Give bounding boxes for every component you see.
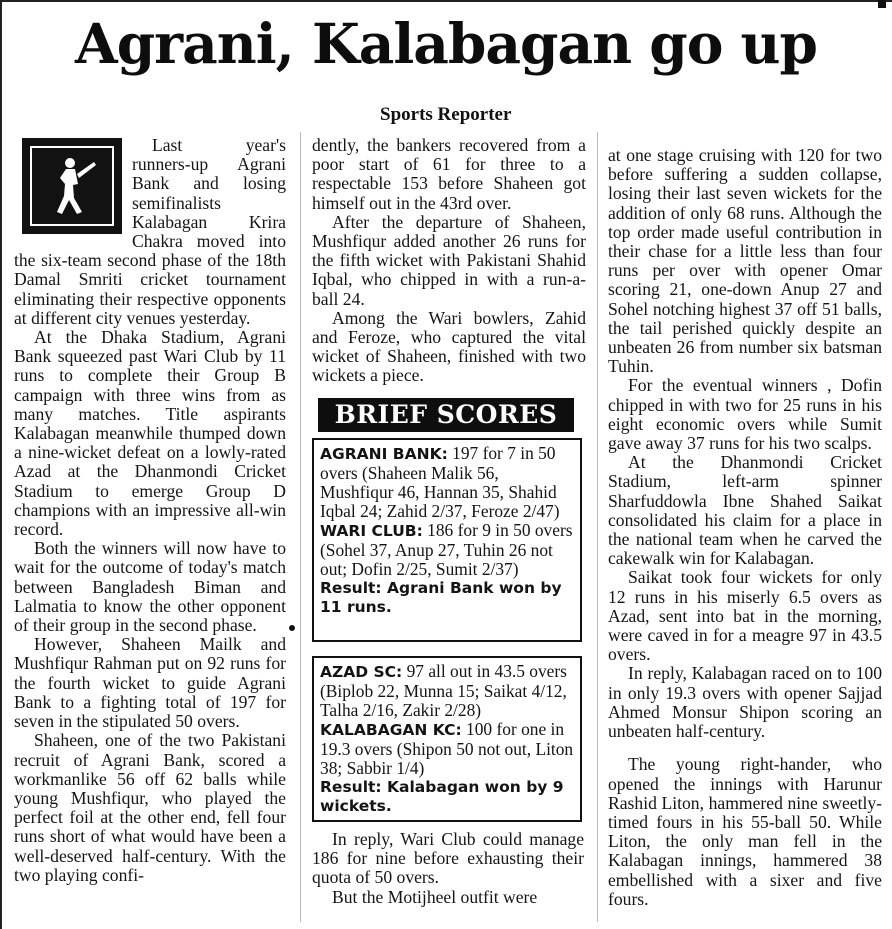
top-border <box>0 0 892 2</box>
batsman-silhouette <box>44 154 100 218</box>
match-result: Result: Kalabagan won by 9 wickets. <box>320 778 564 815</box>
team-name: AGRANI BANK: <box>320 445 448 463</box>
score-entry <box>320 662 574 720</box>
column-3 <box>608 146 882 909</box>
left-border <box>0 0 2 929</box>
paragraph: Shaheen, one of the two Pakistani recruit of Agrani Bank, scored a workmanlike 56 off 62 balls while young Mushfiqur, who played the perfect foil at the other end, fell four runs short of what would have been a well-deserved half-century. With the two playing confi- <box>14 730 286 885</box>
paragraph: Saikat took four wickets for only 12 runs in his miserly 6.5 overs as Azad, sent into bat in the morning, were caved in for a meagre 97 in 43.5 overs. <box>608 567 882 665</box>
brief-scores-heading: BRIEF SCORES <box>318 398 574 432</box>
column-1 <box>14 136 286 885</box>
paragraph: In reply, Kalabagan raced on to 100 in only 19.3 overs with opener Sajjad Ahmed Monsur Shipon scoring an unbeaten half-century. <box>608 663 882 742</box>
paragraph: at one stage cruising with 120 for two before suffering a sudden collapse, losing their last seven wickets for the addition of only 68 runs. Although the top order made useful contribution in their chase for a little less than four runs per over with opener Omar scoring 21, one-down Anup 27 and Sohel notching highest 37 off 51 balls, the tail perished quickly despite an unbeaten 26 from number six batsman Tuhin. <box>608 145 882 377</box>
match-result: Result: Agrani Bank won by 11 runs. <box>320 579 562 616</box>
score-details: 97 all out in 43.5 overs (Biplob 22, Munna 15; Saikat 4/12, Talha 2/16, Zakir 2/28) <box>320 661 567 720</box>
score-entry <box>320 521 574 579</box>
bullet-dot <box>289 625 295 631</box>
team-name: KALABAGAN KC: <box>320 721 462 739</box>
cricket-batsman-icon <box>22 138 122 234</box>
paragraph: dently, the bankers recovered from a poor start of 61 for three to a respectable 153 before Shaheen got himself out in the 43rd over. <box>312 135 586 213</box>
paragraph: Among the Wari bowlers, Zahid and Feroze, who captured the vital wicket of Shaheen, finished with two wickets a piece. <box>312 307 586 386</box>
column-rule <box>300 132 301 922</box>
paragraph: In reply, Wari Club could manage 186 for nine before exhausting their quota of 50 overs. <box>312 829 584 888</box>
team-name: AZAD SC: <box>320 663 403 681</box>
paragraph: For the eventual winners , Dofin chipped in with two for 25 runs in his eight economic overs while Sumit gave away 37 runs for his two scalps. <box>608 375 882 454</box>
score-details: 100 for one in 19.3 overs (Shipon 50 not out, Liton 38; Sabbir 1/4) <box>320 719 574 778</box>
paragraph: But the Motijheel outfit were <box>332 886 538 907</box>
paragraph: However, Shaheen Mailk and Mushfiqur Rahman put on 92 runs for the fourth wicket to guide Agrani Bank to a fighting total of 197 for seven in the stipulated 50 overs. <box>14 634 286 732</box>
paragraph: Both the winners will now have to wait for the outcome of today's match between Bangladesh Biman and Lalmatia to know the other opponent of their group in the second phase. <box>14 538 286 636</box>
score-entry <box>320 444 574 521</box>
paragraph: Last year's runners-up Agrani Bank and losing semifinalists Kalabagan Krira Chakra moved into the six-team second phase of the 18th Damal Smriti cricket tournament eliminating their respective opponents at different city venues yesterday. <box>14 135 286 328</box>
byline: Sports Reporter <box>380 104 512 125</box>
column-2-bottom <box>312 830 584 907</box>
paragraph: After the departure of Shaheen, Mushfiqur added another 26 runs for the fifth wicket with Pakistani Shahid Iqbal, who chipped in with a run-a-ball 24. <box>312 211 586 309</box>
score-entry <box>320 720 574 778</box>
paragraph: The young right-hander, who opened the innings with Harunur Rashid Liton, hammered nine sweetly-timed fours in his 55-ball 50. While Liton, the only man fell in the Kalabagan innings, hammered 38 embellished with a sixer and five fours. <box>608 754 882 909</box>
column-2 <box>312 136 586 386</box>
logo-frame <box>30 146 114 226</box>
score-details: 186 for 9 in 50 overs (Sohel 37, Anup 27, Tuhin 26 not out; Dofin 2/25, Sumit 2/37) <box>320 520 573 579</box>
paragraph: At the Dhanmondi Cricket Stadium, left-arm spinner Sharfuddowla Ibne Shahed Saikat consolidated his claim for a place in the national team when he carved the cakewalk win for Kalabagan. <box>608 452 882 569</box>
paragraph: At the Dhaka Stadium, Agrani Bank squeezed past Wari Club by 11 runs to complete their Group B campaign with three wins from as many matches. Title aspirants Kalabagan meanwhile thumped down a nine-wicket defeat on a lowly-rated Azad at the Dhanmondi Cricket Stadium to emerge Group D champions with an impressive all-win record. <box>14 327 286 540</box>
column-rule <box>597 132 598 922</box>
team-name: WARI CLUB: <box>320 522 423 540</box>
score-details: 197 for 7 in 50 overs (Shaheen Malik 56, Mushfiqur 46, Hannan 35, Shahid Iqbal 24; Zahid 2/37, Feroze 2/47) <box>320 443 560 521</box>
score-box-azad-kalabagan <box>312 656 582 822</box>
score-box-agrani-wari <box>312 438 582 642</box>
headline: Agrani, Kalabagan go up <box>75 11 817 76</box>
